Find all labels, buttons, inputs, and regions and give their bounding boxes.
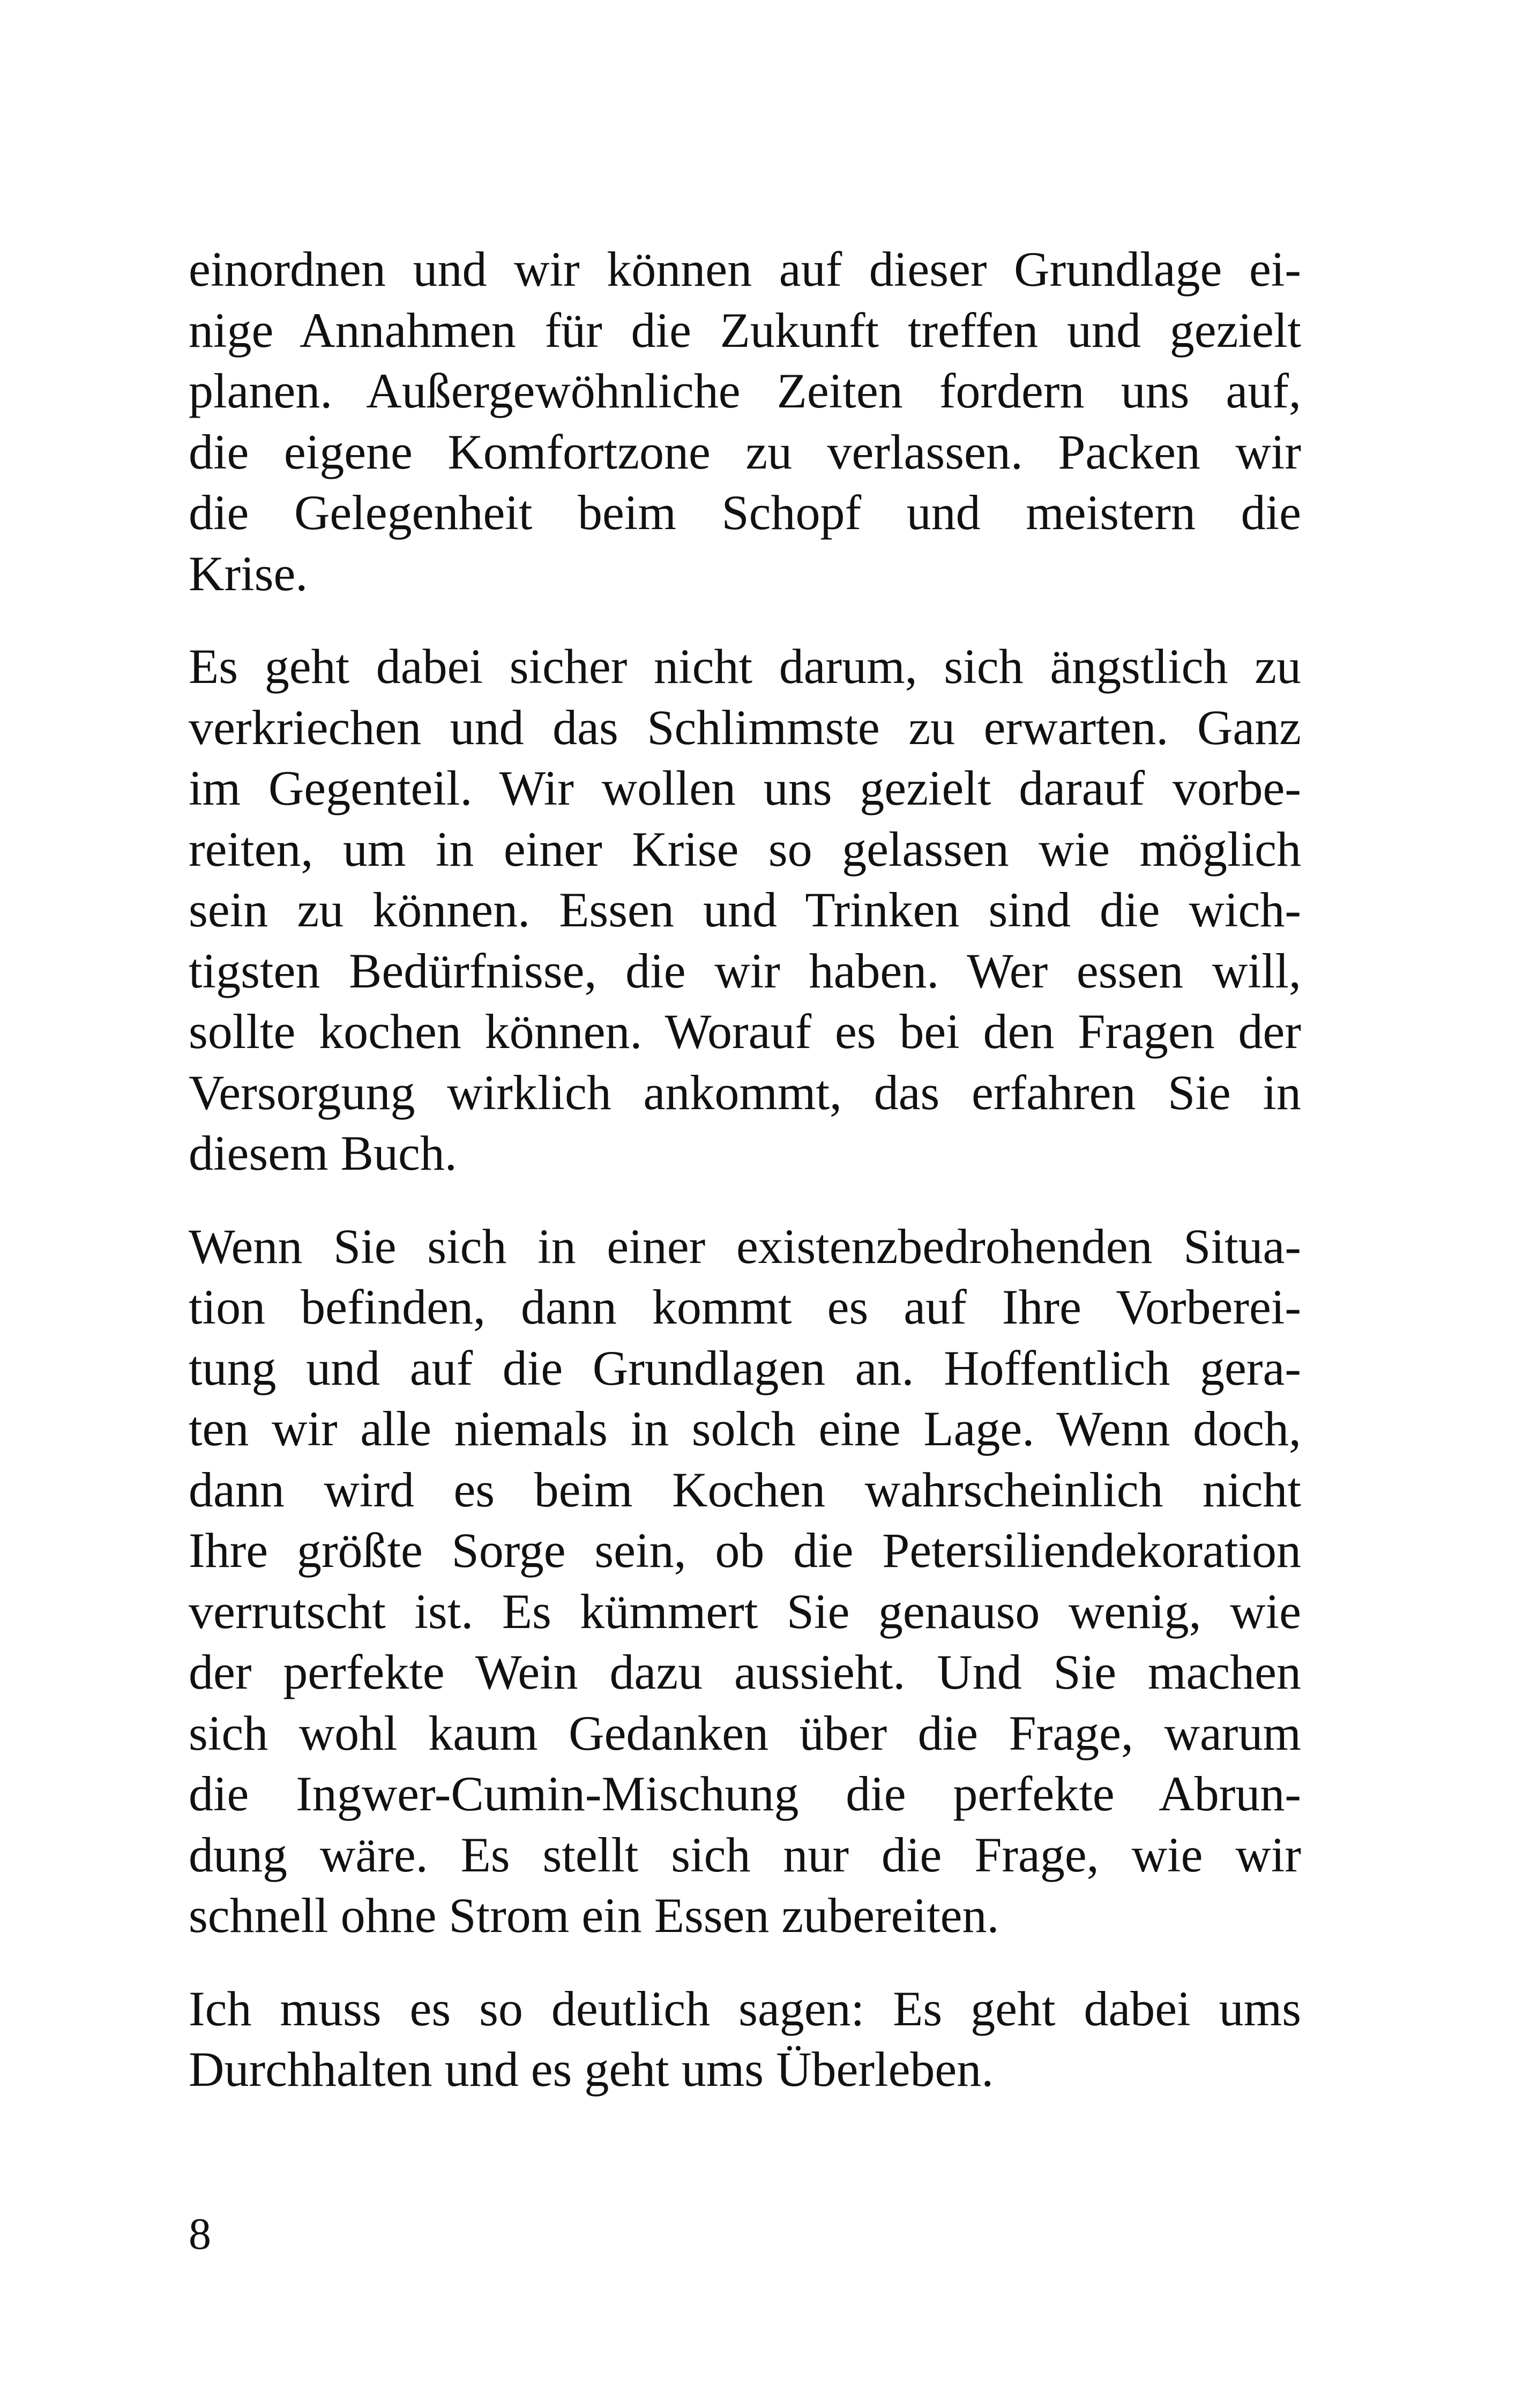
text-line: sich wohl kaum Gedanken über die Frage, warum	[189, 1705, 1301, 1760]
text-line: reiten, um in einer Krise so gelassen wie möglich	[189, 821, 1301, 876]
text-line: Krise.	[189, 546, 308, 601]
text-line: im Gegenteil. Wir wollen uns gezielt darauf vorbe-	[189, 761, 1301, 815]
text-line: sein zu können. Essen und Trinken sind die wich-	[189, 882, 1301, 937]
paragraph-1	[189, 239, 1301, 604]
text-line: Ich muss es so deutlich sagen: Es geht dabei ums	[189, 1981, 1301, 2036]
body-text	[189, 239, 1301, 2100]
text-line: verrutscht ist. Es kümmert Sie genauso wenig, wie	[189, 1584, 1301, 1639]
text-line: Versorgung wirklich ankommt, das erfahren Sie in	[189, 1065, 1301, 1120]
text-line: die Gelegenheit beim Schopf und meistern die	[189, 485, 1301, 540]
page-number: 8	[189, 2209, 211, 2259]
text-line: dann wird es beim Kochen wahrscheinlich nicht	[189, 1462, 1301, 1517]
text-line: die Ingwer-Cumin-Mischung die perfekte Abrun-	[189, 1766, 1301, 1821]
text-line: sollte kochen können. Worauf es bei den Fragen der	[189, 1004, 1301, 1059]
text-line: Es geht dabei sicher nicht darum, sich ängstlich zu	[189, 639, 1301, 694]
text-line: ten wir alle niemals in solch eine Lage. Wenn doch,	[189, 1401, 1301, 1456]
text-line: schnell ohne Strom ein Essen zubereiten.	[189, 1888, 999, 1943]
text-line: nige Annahmen für die Zukunft treffen und gezielt	[189, 302, 1301, 358]
paragraph-4	[189, 1979, 1301, 2100]
text-line: die eigene Komfortzone zu verlassen. Packen wir	[189, 424, 1301, 479]
paragraph-2	[189, 636, 1301, 1184]
text-line: der perfekte Wein dazu aussieht. Und Sie machen	[189, 1645, 1301, 1699]
text-line: tigsten Bedürfnisse, die wir haben. Wer essen will,	[189, 943, 1301, 998]
text-line: Wenn Sie sich in einer existenzbedrohenden Situa-	[189, 1218, 1301, 1274]
text-line: planen. Außergewöhnliche Zeiten fordern uns auf,	[189, 363, 1301, 418]
text-line: tung und auf die Grundlagen an. Hoffentlich gera-	[189, 1340, 1301, 1395]
text-line: Durchhalten und es geht ums Überleben.	[189, 2042, 994, 2097]
text-line: verkriechen und das Schlimmste zu erwarten. Ganz	[189, 700, 1301, 755]
text-line: Ihre größte Sorge sein, ob die Petersiliendekoration	[189, 1523, 1301, 1578]
text-line: tion befinden, dann kommt es auf Ihre Vorberei-	[189, 1280, 1301, 1334]
text-line: einordnen und wir können auf dieser Grundlage ei-	[189, 242, 1301, 296]
paragraph-3	[189, 1216, 1301, 1946]
text-line: dung wäre. Es stellt sich nur die Frage, wie wir	[189, 1827, 1301, 1882]
text-line: diesem Buch.	[189, 1126, 457, 1180]
